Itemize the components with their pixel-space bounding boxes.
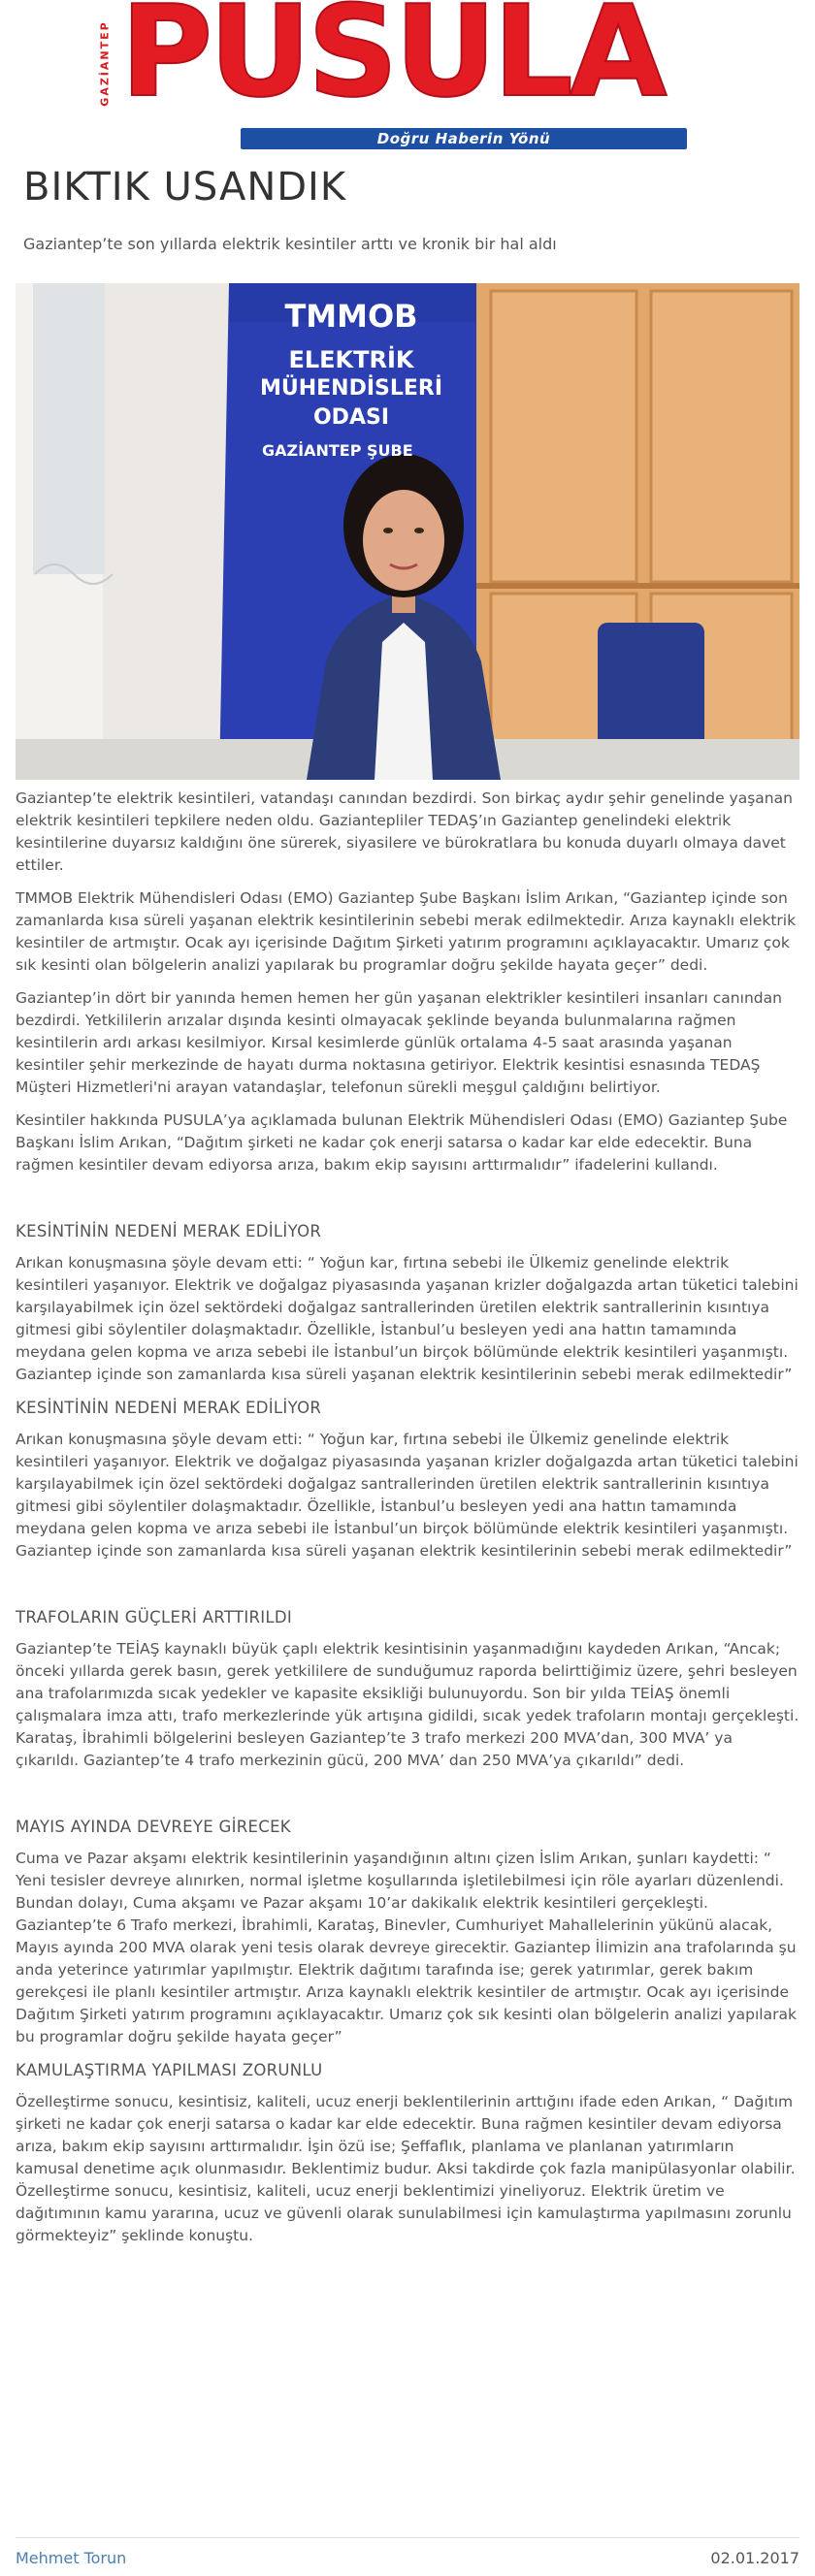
paragraph: TMMOB Elektrik Mühendisleri Odası (EMO) Gaziantep Şube Başkanı İslim Arıkan, “Gaziantep içinde son zamanlarda kısa süreli yaşanan elektrik kesintilerinin sebebi merak edilmektedir. Arıza kaynaklı elektrik kesintiler de artmıştır. Ocak ayı içerisinde Dağıtım Şirketi yatırım programını açıklayacaktır. Umarız çok sık kesinti olan bölgelerin analizi yapılarak bu programlar doğru şekilde hayata geçer” dedi. — [16, 889, 797, 974]
publish-date: 02.01.2017 — [710, 2549, 799, 2567]
logo-city-label: GAZİANTEP — [98, 19, 112, 107]
banner-text — [235, 293, 468, 462]
article-title: BIKTIK USANDIK — [23, 165, 347, 209]
section-heading: TRAFOLARIN GÜÇLERİ ARTTIRILDI — [16, 1608, 293, 1626]
section-heading: KESİNTİNİN NEDENİ MERAK EDİLİYOR — [16, 1399, 322, 1417]
paragraph: Özelleştirme sonucu, kesintisiz, kaliteli, ucuz enerji beklentilerinin arttığını ifade eden Arıkan, “ Dağıtım şirketi ne kadar çok enerji satarsa o kadar kar elde edecektir. Buna rağmen kesintiler devam ediyorsa arıza, bakım ekip sayısını arttırmalıdır. İşin özü ise; Şeffaflık, planlama ve planlanan yatırımların kamusal denetime açık olunmasıdır. Beklentimiz budur. Aksi takdirde çok fazla manipülasyonlar olabilir. Özelleştirme sonucu, kesintisiz, kaliteli, ucuz enerji beklentimizi yineliyoruz. Elektrik üretim ve dağıtımının kamu yararına, ucuz ve güvenli olarak sunulabilmesi için kamulaştırma yapılmasını zorunlu görmekteyiz” şeklinde konuştu. — [16, 2093, 796, 2244]
author-link[interactable]: Mehmet Torun — [16, 2549, 127, 2567]
logo-tagline: Doğru Haberin Yönü — [376, 130, 551, 147]
section-heading: MAYIS AYINDA DEVREYE GİRECEK — [16, 1818, 291, 1836]
logo-tagline-banner — [241, 128, 687, 149]
banner-line-1: TMMOB — [284, 298, 418, 335]
paragraph: Gaziantep’te elektrik kesintileri, vatandaşı canından bezdirdi. Son birkaç aydır şehir genelinde yaşanan elektrik kesintileri tepkilere neden oldu. Gaziantepliler TEDAŞ’ın Gaziantep genelindeki elektrik kesintilerine duyarsız kaldığını öne sürerek, siyasilere ve bürokratlara bu konuda duyarlı olmaya davet ettiler. — [16, 789, 793, 874]
paragraph: Gaziantep’te TEİAŞ kaynaklı büyük çaplı elektrik kesintisinin yaşanmadığını kaydeden Arıkan, “Ancak; önceki yıllarda gerek basın, gerek yetkililere de sunduğumuz raporda belirttiğimiz üzere, şehri besleyen ana trafolarımızda sıcak yedekler ve kapasite eksikliği bulunuyordu. Son bir yılda TEİAŞ önemli çalışmalara imza attı, trafo merkezlerinde yük artışına gidildi, sıcak yedek trafoların montajı gerçekleşti. Karataş, İbrahimli bölgelerini besleyen Gaziantep’te 3 trafo merkezi 200 MVA’dan, 300 MVA’ ya çıkarıldı. Gaziantep’te 4 trafo merkezinin gücü, 200 MVA’ dan 250 MVA’ya çıkarıldı” dedi. — [16, 1640, 799, 1769]
article-body — [16, 788, 799, 2258]
logo-wordmark: PUSULA — [120, 0, 664, 125]
article-photo — [16, 283, 799, 780]
spacer — [16, 1573, 799, 1606]
footer-divider — [16, 2537, 799, 2538]
banner-line-3: MÜHENDİSLERİ — [259, 376, 443, 401]
banner-line-2: ELEKTRİK — [288, 346, 414, 373]
pusula-logo[interactable] — [93, 0, 687, 147]
spacer — [16, 1187, 799, 1220]
paragraph: Arıkan konuşmasına şöyle devam etti: “ Yoğun kar, fırtına sebebi ile Ülkemiz genelinde elektrik kesintileri yaşanıyor. Elektrik ve doğalgaz piyasasında yaşanan krizler doğalgazda artan tüketici talebini karşılayabilmek için özel sektördeki doğalgaz santrallerinden üretilen elektrik santrallerinin kısıntıya gitmesi gibi söylentiler dolaşmaktadır. Özellikle, İstanbul’u besleyen yedi ana hattın tamamında meydana gelen kopma ve arıza sebebi ile İstanbul’un birçok bölümünde elektrik kesintileri yaşanmıştı. Gaziantep içinde son zamanlarda kısa süreli yaşanan elektrik kesintilerinin sebebi merak edilmektedir” — [16, 1431, 799, 1560]
paragraph: Cuma ve Pazar akşamı elektrik kesintilerinin yaşandığının altını çizen İslim Arıkan, şunları kaydetti: “ Yeni tesisler devreye alınırken, normal işletme koşullarında işletilebilmesi için röle ayarları düzenlendi. Bundan dolayı, Cuma akşamı ve Pazar akşamı 10’ar dakikalık elektrik kesintileri gerçekleşti. Gaziantep’te 6 Trafo merkezi, İbrahimli, Karataş, Binevler, Cumhuriyet Mahallelerinin yükünü alacak, Mayıs ayında 200 MVA olarak yeni tesis olarak devreye girecektir. Gaziantep İlimizin ana trafolarında şu anda yeterince yatırımlar yapılmıştır. Elektrik dağıtımı tarafında ise; gerek yatırımlar, gerek bakım gerekçesi ile planlı kesintiler artmıştır. Arıza kaynaklı elektrik kesintiler de artmıştır. Ocak ayı içerisinde Dağıtım Şirketi yatırım programını açıklayacaktır. Umarız çok sık kesinti olan bölgelerin analizi yapılarak bu programlar doğru şekilde hayata geçer” — [16, 1850, 797, 2045]
section-heading: KESİNTİNİN NEDENİ MERAK EDİLİYOR — [16, 1222, 322, 1240]
paragraph: Arıkan konuşmasına şöyle devam etti: “ Yoğun kar, fırtına sebebi ile Ülkemiz genelinde elektrik kesintileri yaşanıyor. Elektrik ve doğalgaz piyasasında yaşanan krizler doğalgazda artan tüketici talebini karşılayabilmek için özel sektördeki doğalgaz santrallerinden üretilen elektrik santrallerinin kısıntıya gitmesi gibi söylentiler dolaşmaktadır. Özellikle, İstanbul’u besleyen yedi ana hattın tamamında meydana gelen kopma ve arıza sebebi ile İstanbul’un birçok bölümünde elektrik kesintileri yaşanmıştı. Gaziantep içinde son zamanlarda kısa süreli yaşanan elektrik kesintilerinin sebebi merak edilmektedir” — [16, 1254, 799, 1383]
banner-line-4: ODASI — [312, 405, 390, 430]
section-heading: KAMULAŞTIRMA YAPILMASI ZORUNLU — [16, 2061, 323, 2079]
paragraph: Gaziantep’in dört bir yanında hemen hemen her gün yaşanan elektrikler kesintileri insanları canından bezdirdi. Yetkililerin arızalar dışında kesinti olmayacak şeklinde beyanda bulunmalarına rağmen kesintilerin ardı arkası kesilmiyor. Kırsal kesimlerde günlük ortalama 4-5 saat arasında yaşanan kesintiler şehir merkezinde de hayatı durma noktasına getiriyor. Elektrik kesintisi esnasında TEDAŞ Müşteri Hizmetleri'ni arayan vatandaşlar, telefonun sürekli meşgul çaldığını belirtiyor. — [16, 989, 782, 1096]
spacer — [16, 1783, 799, 1816]
article-summary: Gaziantep’te son yıllarda elektrik kesintiler arttı ve kronik bir hal aldı — [23, 235, 557, 253]
banner-line-5: GAZİANTEP ŞUBE — [262, 441, 413, 460]
paragraph: Kesintiler hakkında PUSULA’ya açıklamada bulunan Elektrik Mühendisleri Odası (EMO) Gaziantep Şube Başkanı İslim Arıkan, “Dağıtım şirketi ne kadar çok enerji satarsa o kadar kar elde edecektir. Buna rağmen kesintiler devam ediyorsa arıza, bakım ekip sayısını arttırmalıdır” ifadelerini kullandı. — [16, 1111, 788, 1174]
